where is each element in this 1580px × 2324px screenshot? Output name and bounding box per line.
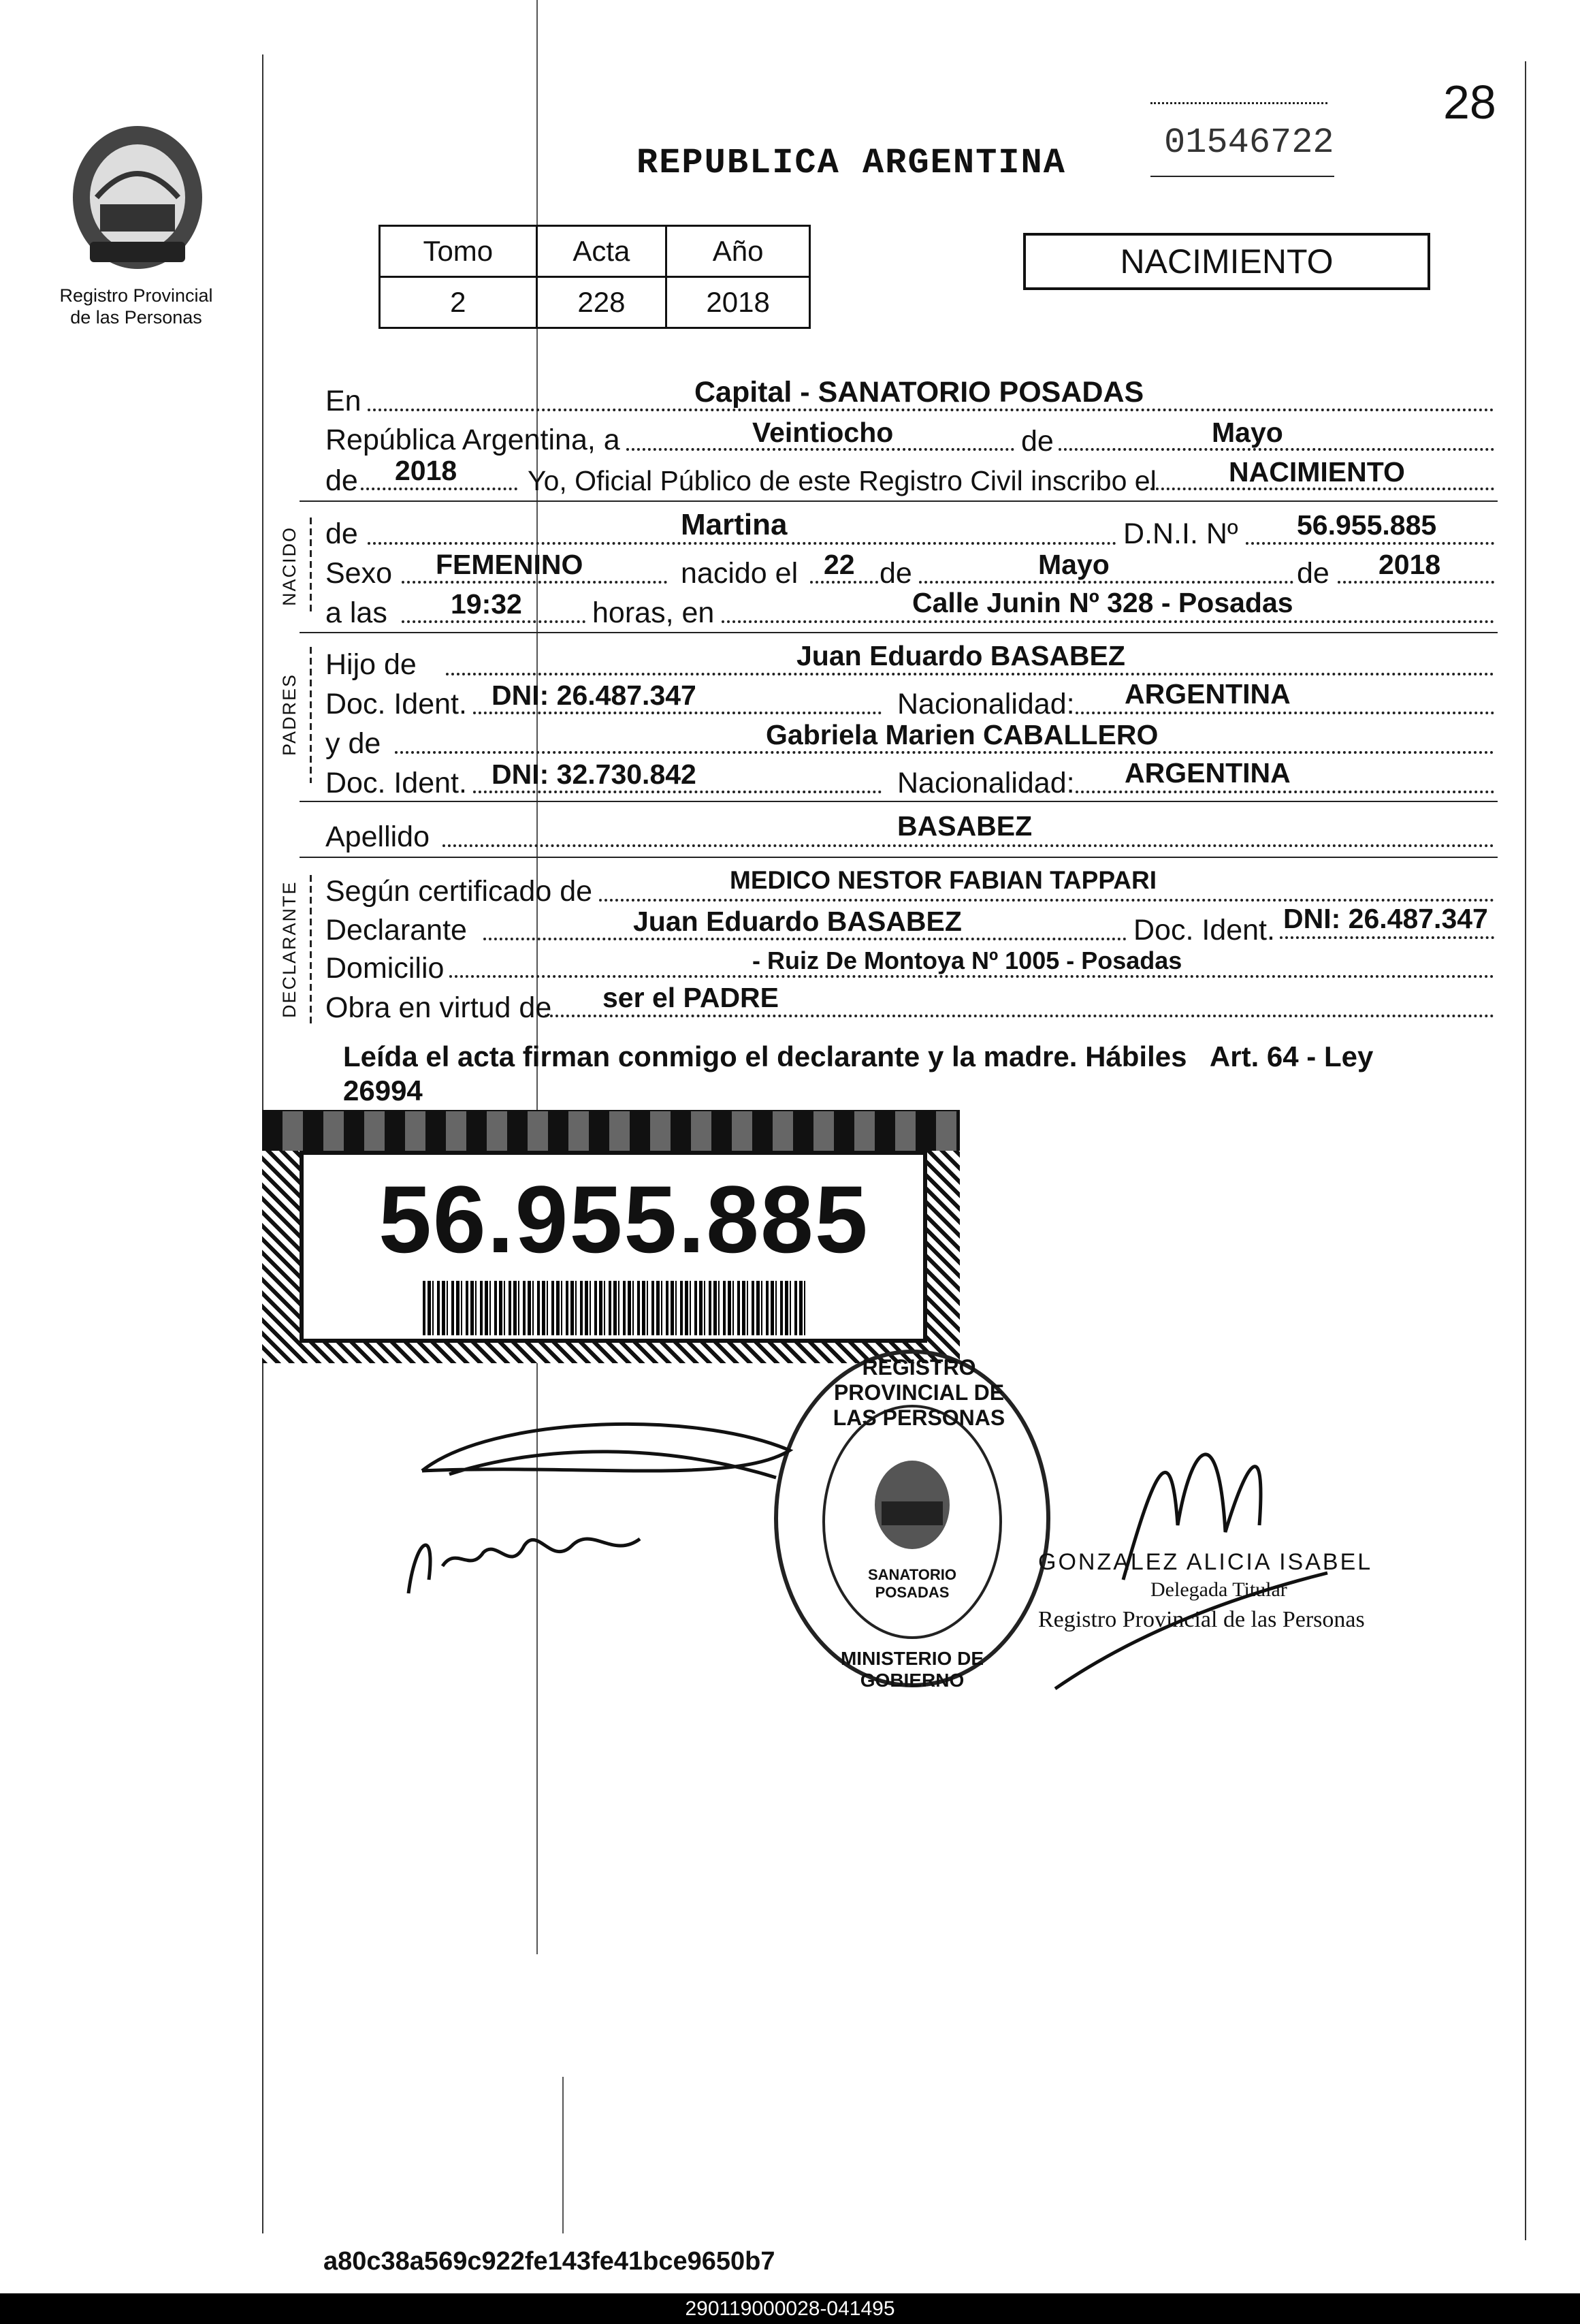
- en-label: En: [325, 385, 361, 417]
- serial-number: 01546722: [1164, 123, 1334, 163]
- sticker-number: 56.955.885: [378, 1166, 869, 1273]
- nacido-el-label: nacido el: [681, 557, 799, 590]
- month-value: Mayo: [1212, 417, 1283, 448]
- table-value-anio: 2018: [666, 277, 810, 328]
- y-de-label: y de: [325, 727, 381, 760]
- padres-side-label: PADRES: [279, 673, 300, 756]
- official-name: GONZALEZ ALICIA ISABEL: [1038, 1549, 1373, 1575]
- logo-caption: [41, 285, 231, 328]
- father-doc-label: Doc. Ident.: [325, 688, 467, 720]
- de-label-2: de: [325, 464, 358, 497]
- event-value: NACIMIENTO: [1229, 456, 1405, 488]
- birth-month-value: Mayo: [1038, 549, 1110, 580]
- signature-scribble-icon: [408, 1403, 803, 1512]
- nacido-side-label: NACIDO: [279, 526, 300, 606]
- declarante-label: Declarante: [325, 914, 467, 946]
- province-seal-icon: [63, 123, 212, 279]
- declarante-name-value: Juan Eduardo BASABEZ: [633, 906, 962, 937]
- official-org: Registro Provincial de las Personas: [1038, 1607, 1365, 1632]
- logo-caption-line1: Registro Provincial: [59, 285, 213, 306]
- child-name-value: Martina: [681, 508, 788, 541]
- declarante-doc-label: Doc. Ident.: [1133, 914, 1275, 946]
- mother-signature: [395, 1498, 654, 1610]
- domicilio-value: - Ruiz De Montoya Nº 1005 - Posadas: [752, 946, 1182, 974]
- birth-day-value: 22: [824, 549, 855, 580]
- a-las-label: a las: [325, 596, 387, 629]
- child-dni-value: 56.955.885: [1297, 509, 1437, 541]
- document-type-box: NACIMIENTO: [1023, 233, 1430, 290]
- signature-handwriting-icon: [395, 1498, 654, 1607]
- cert-label: Según certificado de: [325, 875, 593, 908]
- apellido-label: Apellido: [325, 821, 430, 853]
- dni-label: D.N.I. Nº: [1123, 518, 1238, 550]
- mother-name-value: Gabriela Marien CABALLERO: [766, 719, 1159, 750]
- horas-label: horas, en: [592, 596, 715, 629]
- time-value: 19:32: [451, 588, 522, 620]
- footer-bar: [0, 2293, 1580, 2324]
- barcode: [423, 1281, 807, 1335]
- de-label-3: de: [880, 557, 912, 590]
- table-value-tomo: 2: [380, 277, 537, 328]
- mother-nat-value: ARGENTINA: [1125, 757, 1291, 789]
- mother-doc-value: DNI: 32.730.842: [491, 759, 696, 790]
- footer-bar-text: 290119000028-041495: [685, 2297, 895, 2320]
- dni-sticker: [262, 1110, 960, 1363]
- seal-text-bottom: MINISTERIO DE GOBIERNO: [840, 1648, 984, 1691]
- table-header-tomo: Tomo: [380, 226, 537, 277]
- logo-caption-line2: de las Personas: [70, 307, 202, 328]
- father-doc-value: DNI: 26.487.347: [491, 680, 696, 711]
- hijo-de-label: Hijo de: [325, 648, 417, 681]
- day-words-value: Veintiocho: [752, 417, 894, 448]
- table-header-acta: Acta: [536, 226, 666, 277]
- cert-value: MEDICO NESTOR FABIAN TAPPARI: [730, 866, 1157, 894]
- footer-hash: a80c38a569c922fe143fe41bce9650b7: [323, 2247, 775, 2276]
- record-table: [378, 225, 811, 329]
- republica-label: República Argentina, a: [325, 424, 620, 456]
- closing-text-line2: 26994: [343, 1075, 423, 1107]
- declarante-doc-value: DNI: 26.487.347: [1283, 903, 1488, 934]
- father-nat-label: Nacionalidad:: [897, 688, 1075, 720]
- country-title: REPUBLICA ARGENTINA: [636, 143, 1066, 183]
- birth-year-value: 2018: [1379, 549, 1441, 580]
- apellido-value: BASABEZ: [897, 810, 1033, 842]
- place-value: Capital - SANATORIO POSADAS: [694, 376, 1144, 409]
- official-title: Delegada Titular: [1150, 1578, 1287, 1601]
- seal-text-inner: SANATORIO POSADAS: [868, 1566, 956, 1601]
- mother-doc-label: Doc. Ident.: [325, 767, 467, 799]
- table-header-anio: Año: [666, 226, 810, 277]
- sexo-label: Sexo: [325, 557, 393, 590]
- year-value: 2018: [395, 455, 457, 486]
- birth-address-value: Calle Junin Nº 328 - Posadas: [912, 587, 1293, 618]
- father-nat-value: ARGENTINA: [1125, 678, 1291, 710]
- domicilio-label: Domicilio: [325, 952, 445, 985]
- seal-text-top: REGISTRO PROVINCIAL DE LAS PERSONAS: [833, 1355, 1005, 1430]
- official-seal: [762, 1341, 1062, 1696]
- nacido-de-label: de: [325, 518, 358, 550]
- obra-label: Obra en virtud de: [325, 991, 552, 1024]
- page-number: 28: [1443, 76, 1496, 129]
- closing-text-line1: Leída el acta firman conmigo el declarante y la madre. Hábiles Art. 64 - Ley: [343, 1040, 1374, 1072]
- table-value-acta: 228: [536, 277, 666, 328]
- yo-text: Yo, Oficial Público de este Registro Civil inscribo el: [528, 465, 1157, 496]
- father-name-value: Juan Eduardo BASABEZ: [796, 640, 1125, 671]
- mother-nat-label: Nacionalidad:: [897, 767, 1075, 799]
- declarante-side-label: DECLARANTE: [279, 880, 300, 1018]
- sexo-value: FEMENINO: [436, 549, 583, 580]
- de-label-4: de: [1297, 557, 1329, 590]
- obra-value: ser el PADRE: [602, 982, 779, 1013]
- de-label-1: de: [1021, 425, 1054, 458]
- province-logo: [63, 123, 212, 279]
